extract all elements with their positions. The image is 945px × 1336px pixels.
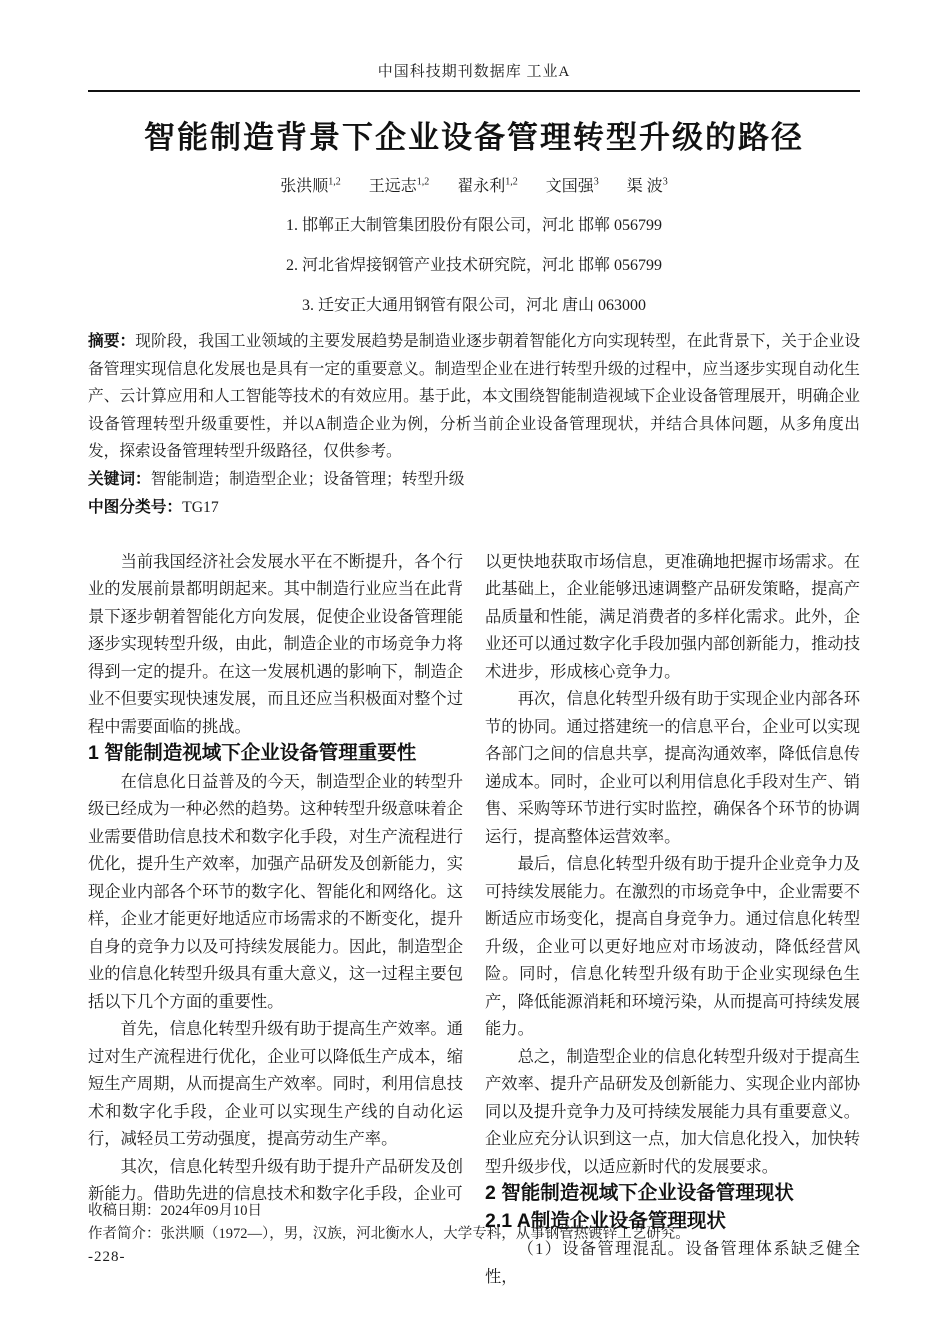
clc-line xyxy=(88,494,860,522)
footnote-block xyxy=(88,1200,788,1269)
keywords-label: 关键词： xyxy=(88,470,151,488)
received-date-line xyxy=(88,1200,788,1223)
right-column xyxy=(485,548,860,1291)
section-heading-2-1: 2.1 A制造企业设备管理现状 xyxy=(485,1209,726,1232)
author xyxy=(457,178,518,195)
section-heading-1: 1 智能制造视域下企业设备管理重要性 xyxy=(88,742,417,765)
page-content xyxy=(88,0,860,1290)
received-date-label: 收稿日期： xyxy=(88,1203,161,1219)
affiliations xyxy=(88,206,860,326)
body-columns xyxy=(88,548,860,1291)
author xyxy=(369,178,430,195)
clc-value: TG17 xyxy=(182,498,219,516)
author xyxy=(280,178,341,195)
affiliation-line: 2. 河北省焊接钢管产业技术研究院，河北 邯郸 056799 xyxy=(285,257,662,275)
author-affiliation-superscript: 3 xyxy=(662,177,668,188)
body-paragraph: 其次，信息化转型升级有助于提升产品研发及创新能力。借助先进的信息技术和数字化手段，企业可 xyxy=(88,1156,463,1204)
body-paragraph: 最后，信息化转型升级有助于提升企业竞争力及可持续发展能力。在激烈的市场竞争中，企业需要不断适应市场变化，提高自身竞争力。通过信息化转型升级，企业可以更好地应对市场波动，降低经营风险。同时，信息化转型升级有助于企业实现绿色生产，降低能源消耗和环境污染，从而提高可持续发展能力。 xyxy=(485,854,860,1039)
body-paragraph: 在信息化日益普及的今天，制造型企业的转型升级已经成为一种必然的趋势。这种转型升级意味着企业需要借助信息技术和数字化手段，对生产流程进行优化，提升生产效率，加强产品研发及创新能力，实现企业内部各个环节的数字化、智能化和网络化。这样，企业才能更好地适应市场需求的不断变化，提升自身的竞争力以及可持续发展能力。因此，制造型企业的信息化转型升级具有重大意义，这一过程主要包括以下几个方面的重要性。 xyxy=(88,771,463,1011)
journal-database-header: 中国科技期刊数据库 工业A xyxy=(377,64,571,80)
clc-label: 中图分类号： xyxy=(88,498,183,516)
authors-line xyxy=(88,172,860,198)
author-affiliation-superscript: 1,2 xyxy=(505,177,518,188)
body-paragraph: 总之，制造型企业的信息化转型升级对于提高生产效率、提升产品研发及创新能力、实现企业内部协同以及提升竞争力及可持续发展能力具有重要意义。企业应充分认识到这一点，加大信息化投入，加快转型升级步伐，以适应新时代的发展要求。 xyxy=(485,1046,860,1176)
author-name: 渠 波 xyxy=(626,178,663,196)
body-paragraph: 当前我国经济社会发展水平在不断提升，各个行业的发展前景都明朗起来。其中制造行业应当在此背景下逐步朝着智能化方向发展，促使企业设备管理能逐步实现转型升级，由此，制造企业的市场竞争力将得到一定的提升。在这一发展机遇的影响下，制造企业不但要实现快速发展，而且还应当积极面对整个过程中需要面临的挑战。 xyxy=(88,551,463,736)
abstract-label: 摘要： xyxy=(88,333,136,351)
author-affiliation-superscript: 3 xyxy=(593,177,599,188)
author-name: 张洪顺 xyxy=(280,178,329,196)
keywords-text: 智能制造；制造型企业；设备管理；转型升级 xyxy=(150,470,465,488)
author-affiliation-superscript: 1,2 xyxy=(416,177,430,188)
author-name: 文国强 xyxy=(545,178,594,196)
author-name: 翟永利 xyxy=(457,178,506,196)
body-paragraph: 首先，信息化转型升级有助于提高生产效率。通过对生产流程进行优化，企业可以降低生产成本，缩短生产周期，从而提高生产效率。同时，利用信息技术和数字化手段，企业可以实现生产线的自动化运行，减轻员工劳动强度，提高劳动生产率。 xyxy=(88,1019,463,1149)
author-name: 王远志 xyxy=(368,178,417,196)
abstract-paragraph xyxy=(88,328,860,466)
affiliation-line: 1. 邯郸正大制管集团股份有限公司，河北 邯郸 056799 xyxy=(285,217,662,235)
body-paragraph: 再次，信息化转型升级有助于实现企业内部各环节的协同。通过搭建统一的信息平台，企业可以实现各部门之间的信息共享，提高沟通效率，降低信息传递成本。同时，企业可以利用信息化手段对生产、销售、采购等环节进行实时监控，确保各个环节的协调运行，提高整体运营效率。 xyxy=(485,689,860,846)
body-paragraph: （1）设备管理混乱。设备管理体系缺乏健全性， xyxy=(485,1239,860,1286)
author xyxy=(627,178,668,195)
page-number: -228- xyxy=(88,1249,126,1265)
affiliation-line: 3. 迁安正大通用钢管有限公司，河北 唐山 063000 xyxy=(301,297,646,315)
header-rule xyxy=(88,90,860,92)
received-date-value: 2024年09月10日 xyxy=(160,1203,262,1219)
author-affiliation-superscript: 1,2 xyxy=(328,177,341,188)
author-bio-label: 作者简介： xyxy=(88,1226,161,1242)
section-heading-2: 2 智能制造视域下企业设备管理现状 xyxy=(485,1182,794,1205)
author-bio-text: 张洪顺（1972—），男，汉族，河北衡水人，大学专科，从事钢管热镀锌工艺研究。 xyxy=(160,1226,690,1242)
author xyxy=(546,178,599,195)
paper-title: 智能制造背景下企业设备管理转型升级的路径 xyxy=(144,120,804,155)
left-column xyxy=(88,548,463,1291)
keywords-line xyxy=(88,466,860,494)
body-paragraph-continued: 以更快地获取市场信息，更准确地把握市场需求。在此基础上，企业能够迅速调整产品研发策略，提高产品质量和性能，满足消费者的多样化需求。此外，企业还可以通过数字化手段加强内部创新能力，推动技术进步，形成核心竞争力。 xyxy=(485,551,860,681)
author-bio-line xyxy=(88,1223,788,1246)
abstract-text: 现阶段，我国工业领域的主要发展趋势是制造业逐步朝着智能化方向实现转型，在此背景下，关于企业设备管理实现信息化发展也是具有一定的重要意义。制造型企业在进行转型升级的过程中，应当逐步实现自动化生产、云计算应用和人工智能等技术的有效应用。基于此，本文围绕智能制造视域下企业设备管理展开，明确企业设备管理转型升级重要性，并以A制造企业为例，分析当前企业设备管理现状，并结合具体问题，从多角度出发，探索设备管理转型升级路径，仅供参考。 xyxy=(88,333,861,461)
